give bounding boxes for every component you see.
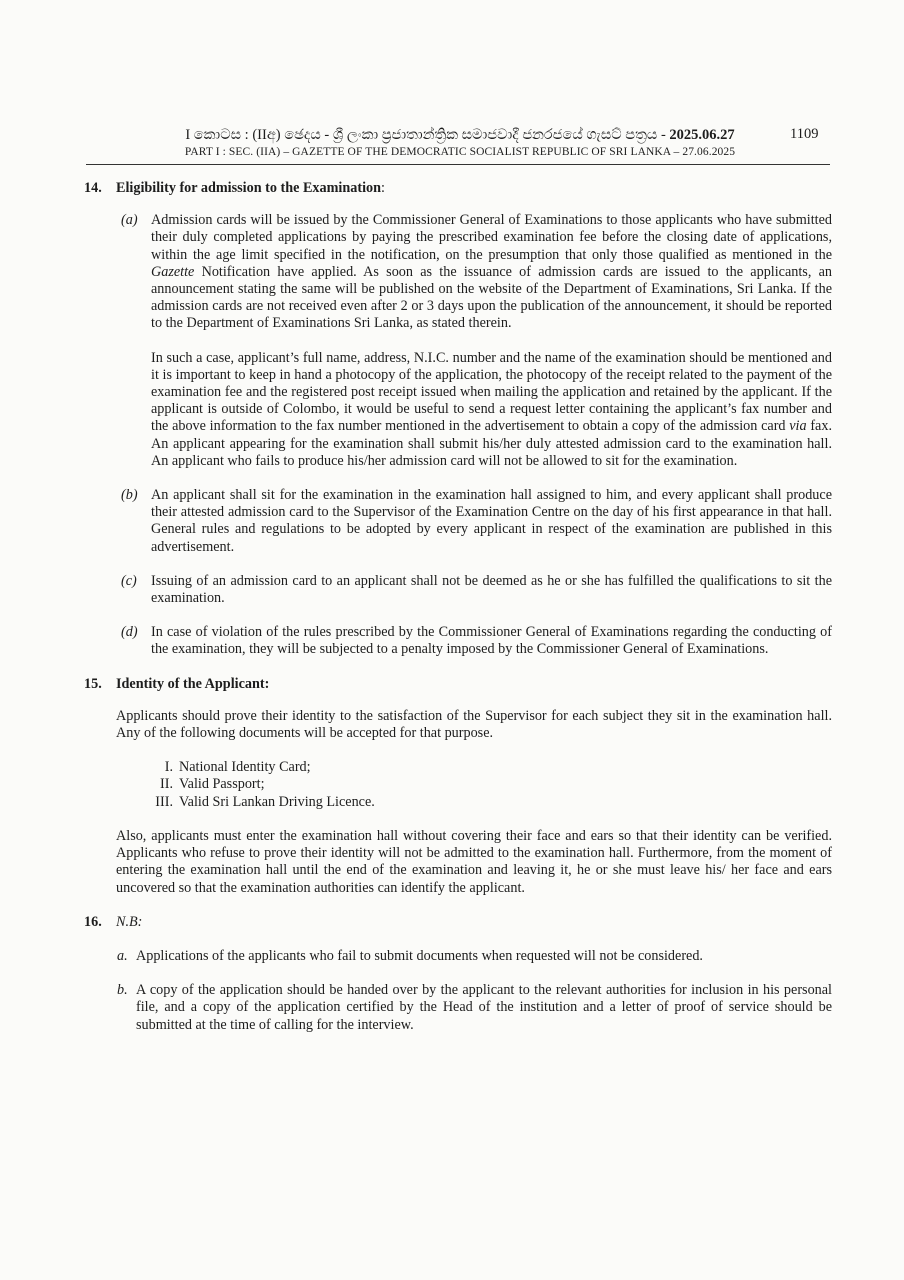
nb-label: a. xyxy=(117,947,128,964)
nb-text: A copy of the application should be handed over by the applicant to the relevant authorities for inclusion in his personal file, and a copy of the application certified by the Head of the institution and a letter of proof of service should be submitted at the time of calling for the interview. xyxy=(136,982,832,1033)
section-15-intro: Applicants should prove their identity to the satisfaction of the Supervisor for each subject they sit in the examination hall. Any of the following documents will be accepted for that purpose. xyxy=(116,707,832,742)
nb-text: Applications of the applicants who fail to submit documents when requested will not be considered. xyxy=(136,947,703,964)
text-run-italic: via xyxy=(789,418,807,435)
clause-14a-para-1 xyxy=(151,212,832,332)
list-numeral: I. xyxy=(164,759,173,776)
section-number: 14. xyxy=(84,180,102,196)
section-title: Eligibility for admission to the Examination xyxy=(116,180,381,196)
document-body xyxy=(84,180,832,1034)
list-text: National Identity Card; xyxy=(179,759,311,776)
page-number: 1109 xyxy=(790,126,819,142)
section-number: 15. xyxy=(84,675,102,692)
text-run: Admission cards will be issued by the Commissioner General of Examinations to those applicants who have submitted their duly completed applications by paying the prescribed examination fee before the closing date of applications, within the age limit specified in the notification, on the presumption that only those qualified as mentioned in the xyxy=(151,212,832,263)
header-sinhala-text: I කොටස : (IIඅ) ඡෙදය - ශ්‍රී ලංකා ප්‍රජාතාන්ත්‍රික සමාජවාදී ජනරජයේ ගැසට් පත්‍රය - xyxy=(185,127,670,143)
list-numeral: II. xyxy=(160,776,173,793)
section-16-heading xyxy=(84,914,832,931)
clause-text: Issuing of an admission card to an applicant shall not be deemed as he or she has fulfilled the qualifications to sit the examination. xyxy=(151,572,832,607)
text-run-italic: Gazette xyxy=(151,263,195,280)
text-run: In such a case, applicant’s full name, address, N.I.C. number and the name of the examination should be mentioned and it is important to keep in hand a photocopy of the application, the photocopy of the receipt related to the payment of the examination fee and the registered post receipt issued when mailing the application and retained by the applicant. If the applicant is outside of Colombo, it would be useful to send a request letter containing the applicant’s fax number and the above information to the fax number mentioned in the advertisement to obtain a copy of the admission card xyxy=(151,349,832,435)
list-item xyxy=(116,794,832,811)
list-numeral: III. xyxy=(155,793,173,810)
clause-text: An applicant shall sit for the examination in the examination hall assigned to him, and every applicant shall produce their attested admission card to the Supervisor of the Examination Centre on the day of his first appearance in that hall. General rules and regulations to be adopted by every applicant in respect of the examination are published in this advertisement. xyxy=(151,487,832,555)
nb-item-b xyxy=(84,982,832,1034)
identity-documents-list xyxy=(84,759,832,811)
header-divider xyxy=(86,164,830,165)
clause-14c xyxy=(84,573,832,607)
header-english: PART I : SEC. (IIA) – GAZETTE OF THE DEMOCRATIC SOCIALIST REPUBLIC OF SRI LANKA – 27.06.2025 xyxy=(184,146,736,158)
clause-14a xyxy=(84,212,832,470)
list-item xyxy=(116,776,832,793)
clause-label: (b) xyxy=(121,487,138,504)
list-text: Valid Passport; xyxy=(179,776,265,793)
text-run: fax. An applicant appearing for the examination shall submit his/her duly attested admission card to the examination hall. An applicant who fails to produce his/her admission card will not be allowed to sit for the examination. xyxy=(151,418,832,469)
section-15-closing: Also, applicants must enter the examination hall without covering their face and ears so that their identity can be verified. Applicants who refuse to prove their identity will not be admitted to the examination hall. Furthermore, from the moment of entering the examination hall until the end of the examination and leaving it, he or she must leave his/ her face and ears uncovered so that the examination authorities can identify the applicant. xyxy=(116,827,832,896)
clause-14a-para-2 xyxy=(151,350,832,470)
clause-text: In case of violation of the rules prescribed by the Commissioner General of Examinations regarding the conducting of the examination, they will be subjected to a penalty imposed by the Commissioner General of Examinations. xyxy=(151,624,832,658)
list-item xyxy=(116,759,832,776)
section-15-heading xyxy=(84,676,832,693)
clause-label: (d) xyxy=(121,624,138,641)
nb-label: b. xyxy=(117,982,128,999)
header-sinhala xyxy=(160,127,760,144)
nb-item-a xyxy=(84,948,832,965)
text-run: Notification have applied. As soon as the issuance of admission cards are issued to the applicants, an announcement stating the same will be published on the website of the Department of Examinations, Sri Lanka. If the admission cards are not received even after 2 or 3 days upon the publication of the announcement, it should be reported to the Department of Examinations Sri Lanka, as stated therein. xyxy=(151,263,832,332)
list-text: Valid Sri Lankan Driving Licence. xyxy=(179,793,375,810)
section-14-heading xyxy=(84,180,832,197)
clause-14b xyxy=(84,487,832,556)
section-title-suffix: : xyxy=(381,180,385,196)
section-number: 16. xyxy=(84,913,102,930)
section-title: Identity of the Applicant: xyxy=(116,675,270,692)
clause-label: (c) xyxy=(121,572,137,589)
clause-label: (a) xyxy=(121,212,138,229)
clause-14d xyxy=(84,624,832,658)
header-sinhala-date: 2025.06.27 xyxy=(669,127,735,143)
section-title: N.B: xyxy=(116,913,143,930)
